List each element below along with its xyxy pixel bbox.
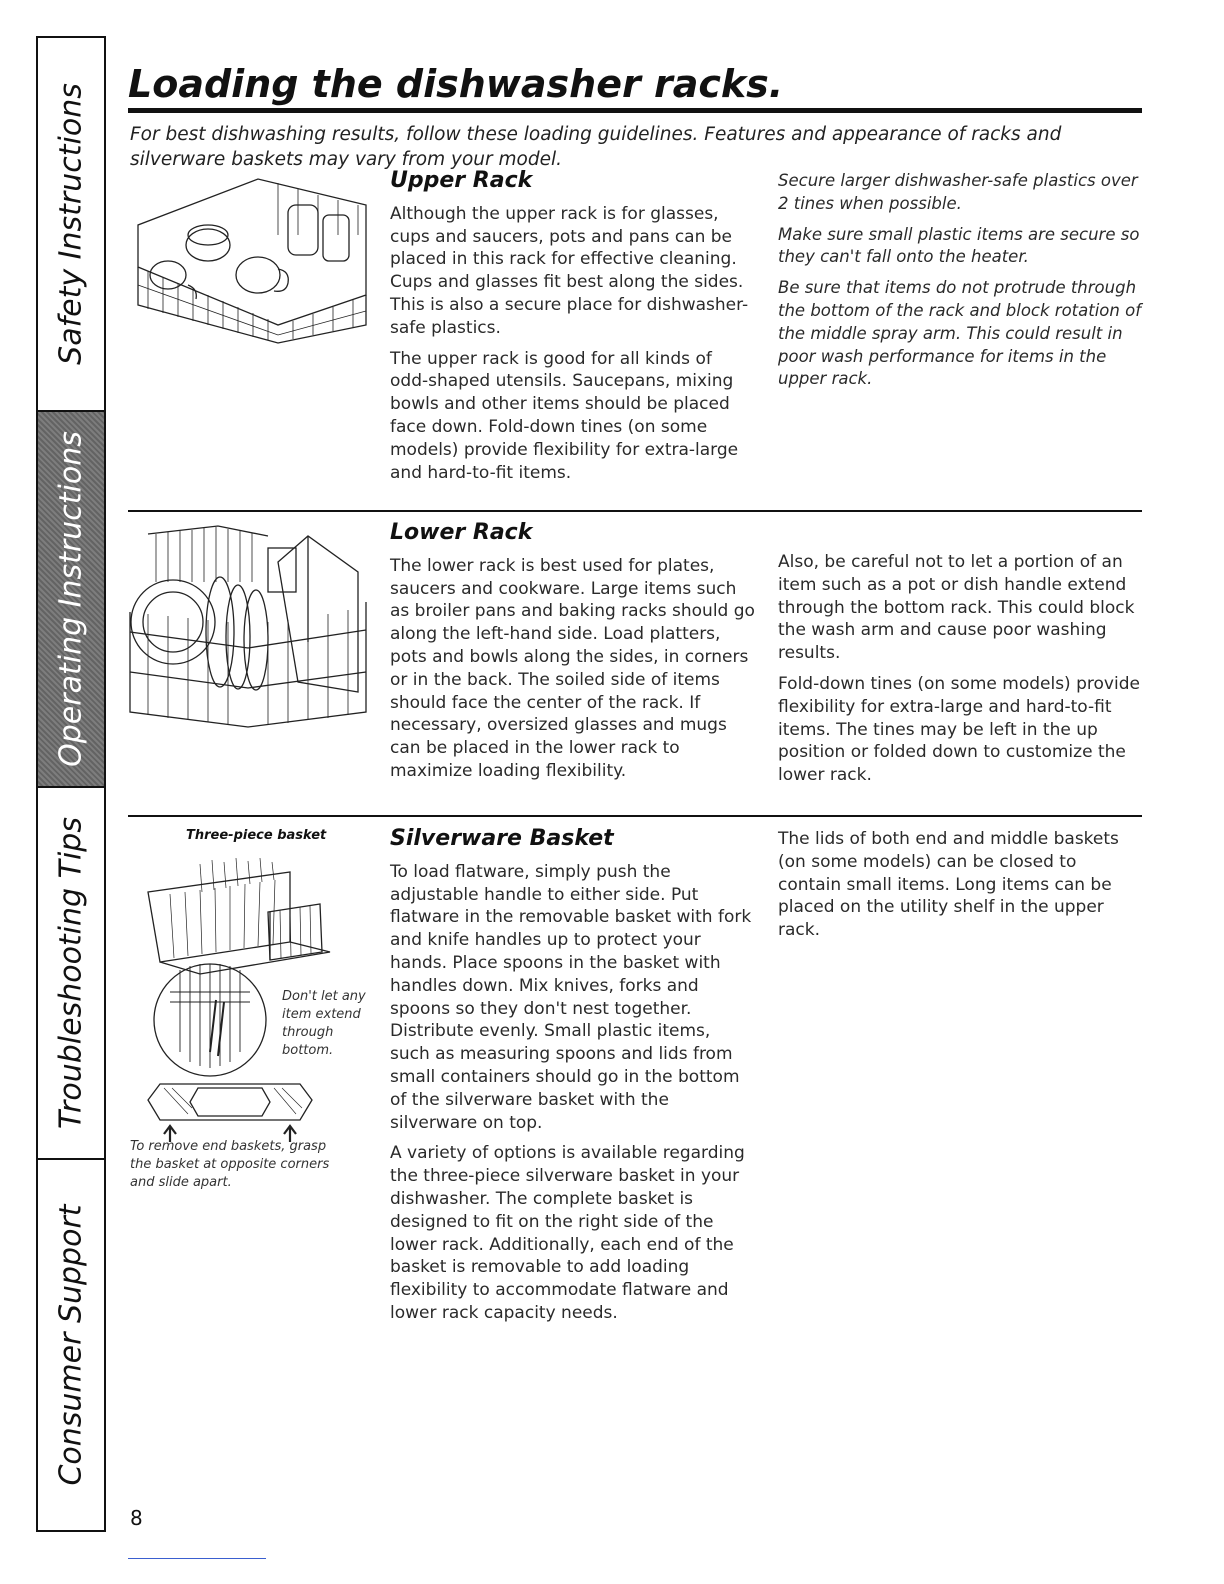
silverware-basket-paragraph: To load flatware, simply push the adjustable handle to either side. Put flatware in the removable basket with fork and knife handles up to protect your hands. Place spoons in the basket with handles down. Mix knives, forks and spoons so they don't nest together. Distribute evenly. Small plastic items, such as measuring spoons and lids from small containers should go in the bottom of the silverware basket with the silverware on top.	[390, 861, 752, 1133]
lower-rack-illustration	[128, 522, 368, 732]
title-divider	[128, 108, 1142, 113]
upper-rack-note: Secure larger dishwasher-safe plastics over 2 tines when possible.	[778, 171, 1138, 213]
upper-rack-note: Be sure that items do not protrude through the bottom of the rack and block rotation of the middle spray arm. This could result in poor wash performance for items in the upper rack.	[778, 278, 1142, 389]
tab-label: Safety Instructions	[53, 83, 89, 365]
tab-troubleshooting-tips[interactable]	[38, 788, 104, 1160]
page-number: 8	[130, 1506, 143, 1530]
upper-rack-paragraph: The upper rack is good for all kinds of odd-shaped utensils. Saucepans, mixing bowls and other items should be placed face down. Fold-down tines (on some models) provide flexibility for extra-large and hard-to-fit items.	[390, 348, 739, 483]
basket-caption: To remove end baskets, grasp the basket at opposite corners and slide apart.	[130, 1139, 330, 1190]
lower-rack-paragraph: The lower rack is best used for plates, saucers and cookware. Large items such as broiler pans and baking racks should go along the left-hand side. Load platters, pots and bowls along the sides, in corners or in the back. The soiled side of items should face the center of the rack. If necessary, oversized glasses and mugs can be placed in the lower rack to maximize loading flexibility.	[390, 555, 755, 781]
basket-figure-label: Three-piece basket	[186, 828, 327, 843]
lower-rack-notes	[778, 551, 1142, 795]
silverware-basket-notes	[778, 828, 1142, 950]
upper-rack-illustration	[128, 175, 374, 347]
upper-rack-heading: Upper Rack	[390, 168, 533, 193]
tab-label: Troubleshooting Tips	[53, 817, 89, 1129]
tab-operating-instructions[interactable]	[38, 412, 104, 788]
tab-label: Consumer Support	[53, 1204, 89, 1486]
silverware-basket-column	[390, 828, 755, 1333]
lower-rack-note: Also, be careful not to let a portion of an item such as a pot or dish handle extend through the bottom rack. This could block the wash arm and cause poor washing results.	[778, 552, 1135, 664]
lower-rack-heading: Lower Rack	[390, 520, 533, 545]
upper-rack-note: Make sure small plastic items are secure so they can't fall onto the heater.	[778, 224, 1140, 267]
tab-consumer-support[interactable]	[38, 1160, 104, 1530]
tab-label: Operating Instructions	[53, 431, 89, 767]
silverware-basket-paragraph: A variety of options is available regarding the three-piece silverware basket in your dishwasher. The complete basket is designed to fit on the right side of the lower rack. Additionally, each end of the basket is removable to add loading flexibility to accommodate flatware and lower rack capacity needs.	[390, 1143, 745, 1323]
upper-rack-column	[390, 170, 755, 492]
silverware-basket-heading: Silverware Basket	[390, 826, 614, 851]
lower-rack-column	[390, 522, 755, 791]
tab-safety-instructions[interactable]	[38, 38, 104, 412]
upper-rack-paragraph: Although the upper rack is for glasses, cups and saucers, pots and pans can be placed in this rack for effective cleaning. Cups and glasses fit best along the sides. This is also a secure place for dishwasher-safe plastics.	[390, 203, 749, 338]
footer-line	[128, 1558, 266, 1559]
side-tab-strip	[36, 36, 106, 1532]
basket-callout: Don't let any item extend through bottom.	[282, 989, 366, 1058]
section-divider	[128, 510, 1142, 512]
page-title: Loading the dishwasher racks.	[128, 62, 784, 106]
lower-rack-note: Fold-down tines (on some models) provide flexibility for extra-large and hard-to-fit items. The tines may be left in the up position or folded down to customize the lower rack.	[778, 673, 1140, 786]
section-divider	[128, 815, 1142, 817]
intro-text: For best dishwashing results, follow these loading guidelines. Features and appearance of racks and silverware baskets may vary from your model.	[130, 124, 1062, 170]
upper-rack-notes	[778, 170, 1142, 399]
silverware-basket-note: The lids of both end and middle baskets (on some models) can be closed to contain small items. Long items can be placed on the utility shelf in the upper rack.	[778, 829, 1119, 941]
